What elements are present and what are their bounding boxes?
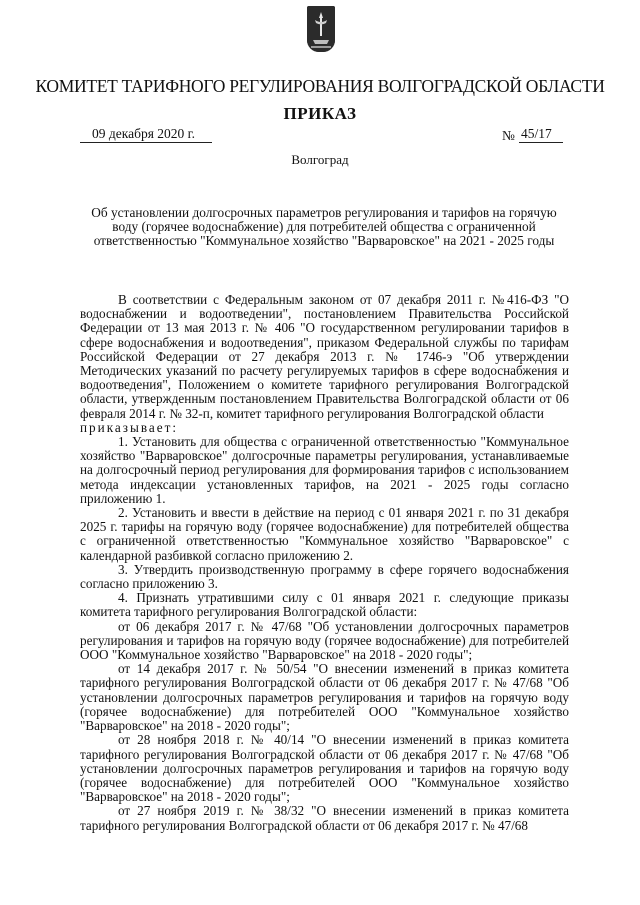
repealed-order-1: от 06 декабря 2017 г. № 47/68 "Об установлении долгосрочных параметров регулирования и тарифов на горячую воду (горячее водоснабжение) для потребителей ООО "Коммунальное хозяйство "Варваровское" на 2018 - 2020 годы"; bbox=[80, 618, 569, 663]
orders-word: приказывает: bbox=[80, 419, 179, 435]
item-2: 2. Установить и ввести в действие на период с 01 января 2021 г. по 31 декабря 2025 г. тарифы на горячую воду (горячее водоснабжение) для потребителей общества с ограниченной ответственностью "Коммунальное хозяйство "Варваровское" с календарной разбивкой согласно приложению 2. bbox=[80, 505, 569, 563]
document-title: ПРИКАЗ bbox=[283, 104, 357, 123]
repealed-order-4: от 27 ноября 2019 г. № 38/32 "О внесении изменений в приказ комитета тарифного регулирования Волгоградской области от 06 декабря 2017 г. № 47/68 bbox=[80, 803, 569, 833]
city: Волгоград bbox=[291, 152, 349, 167]
order-body bbox=[80, 293, 569, 833]
committee-name: КОМИТЕТ ТАРИФНОГО РЕГУЛИРОВАНИЯ ВОЛГОГРАДСКОЙ ОБЛАСТИ bbox=[35, 76, 605, 96]
preamble-paragraph: В соответствии с Федеральным законом от 07 декабря 2011 г. №416-ФЗ "О водоснабжении и водоотведении", постановлением Правительства Российской Федерации от 13 мая 2013 г. № 406 "О государственном регулировании тарифов в сфере водоснабжения и водоотведения", приказом Федеральной службы по тарифам Российской Федерации от 27 декабря 2013 г. № 1746-э "Об утверждении Методических указаний по расчету регулируемых тарифов в сфере водоснабжения и водоотведения", Положением о комитете тарифного регулирования Волгоградской области, утвержденным постановлением Правительства Волгоградской области от 06 февраля 2014 г. № 32-п, комитет тарифного регулирования Волгоградской области bbox=[80, 292, 569, 421]
order-subject: Об установлении долгосрочных параметров регулирования и тарифов на горячую воду (горячее водоснабжение) для потребителей общества с ограниченной ответственностью "Коммунальное хозяйство "Варваровское" на 2021 - 2025 годы bbox=[91, 205, 557, 248]
item-3: 3. Утвердить производственную программу в сфере горячего водоснабжения согласно приложению 3. bbox=[80, 561, 569, 592]
order-number-label: № bbox=[502, 128, 515, 143]
order-date: 09 декабря 2020 г. bbox=[80, 126, 212, 143]
order-number: 45/17 bbox=[519, 126, 563, 143]
item-1: 1. Установить для общества с ограниченной ответственностью "Коммунальное хозяйство "Варваровское" долгосрочные параметры регулирования, устанавливаемые на долгосрочный период регулирования для формирования тарифов с использованием метода индексации установленных тарифов, на 2021 - 2025 годы согласно приложению 1. bbox=[80, 434, 569, 506]
item-4: 4. Признать утратившими силу с 01 января 2021 г. следующие приказы комитета тарифного регулирования Волгоградской области: bbox=[80, 590, 569, 620]
repealed-order-3: от 28 ноября 2018 г. № 40/14 "О внесении изменений в приказ комитета тарифного регулирования Волгоградской области от 06 декабря 2017 г. № 47/68 "Об установлении долгосрочных параметров регулирования и тарифов на горячую воду (горячее водоснабжение) для потребителей ООО "Коммунальное хозяйство "Варваровское" на 2018 - 2020 годы"; bbox=[80, 732, 569, 805]
repealed-order-2: от 14 декабря 2017 г. № 50/54 "О внесении изменений в приказ комитета тарифного регулирования Волгоградской области от 06 декабря 2017 г. № 47/68 "Об установлении долгосрочных параметров регулирования и тарифов на горячую воду (горячее водоснабжение) для потребителей ООО "Коммунальное хозяйство "Варваровское" на 2018 - 2020 годы"; bbox=[80, 661, 569, 734]
coat-of-arms-icon bbox=[307, 6, 335, 52]
